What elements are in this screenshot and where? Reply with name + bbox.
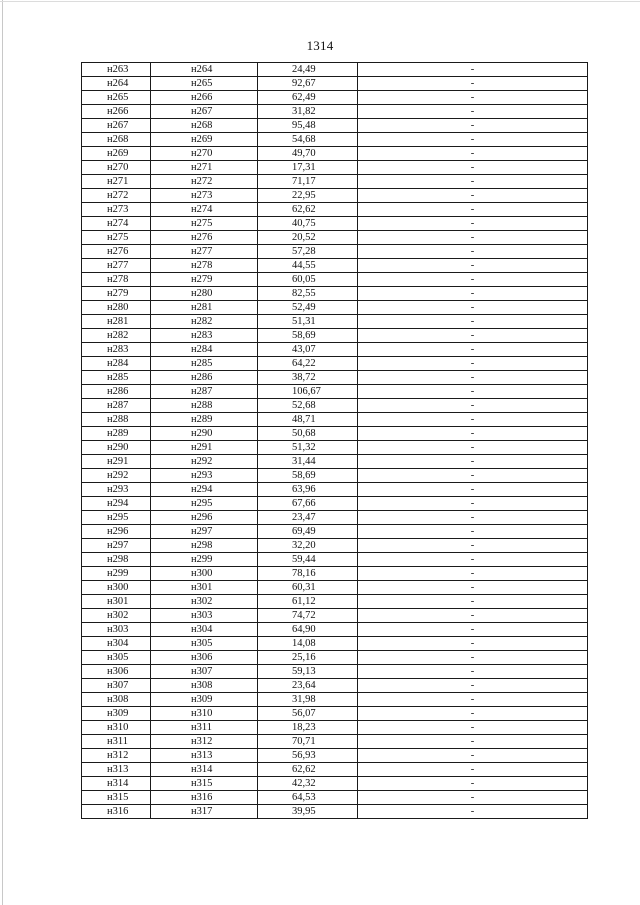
note-cell: - — [358, 483, 588, 497]
point-to-cell: н265 — [151, 77, 258, 91]
note-cell: - — [358, 427, 588, 441]
distance-cell: 18,23 — [258, 721, 358, 735]
note-cell: - — [358, 203, 588, 217]
note-cell: - — [358, 343, 588, 357]
point-from-cell: н293 — [82, 483, 151, 497]
note-cell: - — [358, 735, 588, 749]
point-to-cell: н269 — [151, 133, 258, 147]
distance-cell: 54,68 — [258, 133, 358, 147]
point-to-cell: н304 — [151, 623, 258, 637]
point-from-cell: н285 — [82, 371, 151, 385]
note-cell: - — [358, 595, 588, 609]
point-from-cell: н316 — [82, 805, 151, 819]
table-row — [82, 441, 588, 455]
point-from-cell: н268 — [82, 133, 151, 147]
note-cell: - — [358, 385, 588, 399]
note-cell: - — [358, 665, 588, 679]
distance-cell: 52,68 — [258, 399, 358, 413]
point-to-cell: н302 — [151, 595, 258, 609]
table-row — [82, 805, 588, 819]
distance-cell: 38,72 — [258, 371, 358, 385]
point-to-cell: н310 — [151, 707, 258, 721]
note-cell: - — [358, 231, 588, 245]
point-from-cell: н292 — [82, 469, 151, 483]
distance-cell: 60,31 — [258, 581, 358, 595]
point-to-cell: н292 — [151, 455, 258, 469]
table-row — [82, 679, 588, 693]
distance-cell: 70,71 — [258, 735, 358, 749]
point-to-cell: н272 — [151, 175, 258, 189]
table-row — [82, 609, 588, 623]
point-from-cell: н283 — [82, 343, 151, 357]
note-cell: - — [358, 749, 588, 763]
distance-cell: 52,49 — [258, 301, 358, 315]
point-from-cell: н296 — [82, 525, 151, 539]
table-row — [82, 483, 588, 497]
point-to-cell: н284 — [151, 343, 258, 357]
note-cell: - — [358, 329, 588, 343]
note-cell: - — [358, 147, 588, 161]
point-from-cell: н288 — [82, 413, 151, 427]
table-row — [82, 581, 588, 595]
table-row — [82, 161, 588, 175]
point-to-cell: н285 — [151, 357, 258, 371]
point-from-cell: н311 — [82, 735, 151, 749]
point-to-cell: н286 — [151, 371, 258, 385]
point-from-cell: н308 — [82, 693, 151, 707]
table-row — [82, 455, 588, 469]
point-from-cell: н281 — [82, 315, 151, 329]
point-from-cell: н284 — [82, 357, 151, 371]
point-from-cell: н271 — [82, 175, 151, 189]
point-to-cell: н312 — [151, 735, 258, 749]
table-row — [82, 595, 588, 609]
distance-cell: 106,67 — [258, 385, 358, 399]
data-table — [81, 62, 588, 819]
note-cell: - — [358, 539, 588, 553]
scan-edge-top — [0, 1, 640, 2]
note-cell: - — [358, 441, 588, 455]
distance-cell: 31,44 — [258, 455, 358, 469]
distance-cell: 95,48 — [258, 119, 358, 133]
distance-cell: 51,31 — [258, 315, 358, 329]
note-cell: - — [358, 133, 588, 147]
note-cell: - — [358, 63, 588, 77]
table-row — [82, 273, 588, 287]
point-to-cell: н278 — [151, 259, 258, 273]
distance-cell: 64,53 — [258, 791, 358, 805]
distance-cell: 50,68 — [258, 427, 358, 441]
distance-cell: 82,55 — [258, 287, 358, 301]
point-from-cell: н290 — [82, 441, 151, 455]
table-row — [82, 749, 588, 763]
table-row — [82, 791, 588, 805]
distance-cell: 64,90 — [258, 623, 358, 637]
distance-cell: 20,52 — [258, 231, 358, 245]
point-from-cell: н279 — [82, 287, 151, 301]
note-cell: - — [358, 371, 588, 385]
distance-cell: 78,16 — [258, 567, 358, 581]
point-from-cell: н294 — [82, 497, 151, 511]
distance-cell: 63,96 — [258, 483, 358, 497]
note-cell: - — [358, 273, 588, 287]
distance-cell: 58,69 — [258, 329, 358, 343]
point-to-cell: н295 — [151, 497, 258, 511]
distance-cell: 43,07 — [258, 343, 358, 357]
note-cell: - — [358, 581, 588, 595]
table-row — [82, 287, 588, 301]
point-to-cell: н283 — [151, 329, 258, 343]
point-to-cell: н315 — [151, 777, 258, 791]
point-to-cell: н264 — [151, 63, 258, 77]
point-to-cell: н290 — [151, 427, 258, 441]
note-cell: - — [358, 525, 588, 539]
table-row — [82, 133, 588, 147]
distance-cell: 57,28 — [258, 245, 358, 259]
point-to-cell: н299 — [151, 553, 258, 567]
distance-cell: 58,69 — [258, 469, 358, 483]
note-cell: - — [358, 469, 588, 483]
table-row — [82, 203, 588, 217]
point-from-cell: н305 — [82, 651, 151, 665]
table-row — [82, 427, 588, 441]
point-from-cell: н287 — [82, 399, 151, 413]
table-row — [82, 553, 588, 567]
point-from-cell: н265 — [82, 91, 151, 105]
distance-cell: 59,44 — [258, 553, 358, 567]
point-to-cell: н271 — [151, 161, 258, 175]
distance-cell: 67,66 — [258, 497, 358, 511]
table-row — [82, 763, 588, 777]
distance-cell: 14,08 — [258, 637, 358, 651]
table-body — [82, 63, 588, 819]
table-row — [82, 399, 588, 413]
point-from-cell: н304 — [82, 637, 151, 651]
point-from-cell: н312 — [82, 749, 151, 763]
point-to-cell: н287 — [151, 385, 258, 399]
point-from-cell: н272 — [82, 189, 151, 203]
point-from-cell: н315 — [82, 791, 151, 805]
table-row — [82, 721, 588, 735]
table-row — [82, 259, 588, 273]
point-from-cell: н278 — [82, 273, 151, 287]
point-from-cell: н309 — [82, 707, 151, 721]
note-cell: - — [358, 777, 588, 791]
point-to-cell: н281 — [151, 301, 258, 315]
point-to-cell: н296 — [151, 511, 258, 525]
note-cell: - — [358, 679, 588, 693]
point-to-cell: н305 — [151, 637, 258, 651]
distance-cell: 74,72 — [258, 609, 358, 623]
note-cell: - — [358, 301, 588, 315]
distance-cell: 49,70 — [258, 147, 358, 161]
note-cell: - — [358, 175, 588, 189]
table-row — [82, 539, 588, 553]
note-cell: - — [358, 567, 588, 581]
table-row — [82, 385, 588, 399]
table-row — [82, 315, 588, 329]
point-to-cell: н298 — [151, 539, 258, 553]
table-row — [82, 343, 588, 357]
point-from-cell: н299 — [82, 567, 151, 581]
point-from-cell: н274 — [82, 217, 151, 231]
distance-cell: 62,49 — [258, 91, 358, 105]
point-to-cell: н308 — [151, 679, 258, 693]
table-row — [82, 511, 588, 525]
distance-cell: 40,75 — [258, 217, 358, 231]
point-from-cell: н297 — [82, 539, 151, 553]
point-from-cell: н301 — [82, 595, 151, 609]
point-from-cell: н303 — [82, 623, 151, 637]
point-from-cell: н280 — [82, 301, 151, 315]
point-to-cell: н279 — [151, 273, 258, 287]
point-to-cell: н314 — [151, 763, 258, 777]
table-row — [82, 329, 588, 343]
table-row — [82, 693, 588, 707]
table-row — [82, 567, 588, 581]
note-cell: - — [358, 259, 588, 273]
table-row — [82, 707, 588, 721]
table-row — [82, 189, 588, 203]
note-cell: - — [358, 399, 588, 413]
table-row — [82, 637, 588, 651]
table-row — [82, 735, 588, 749]
table-row — [82, 245, 588, 259]
page-number: 1314 — [306, 38, 334, 53]
table-row — [82, 497, 588, 511]
point-to-cell: н282 — [151, 315, 258, 329]
table-row — [82, 63, 588, 77]
table-row — [82, 651, 588, 665]
distance-cell: 64,22 — [258, 357, 358, 371]
distance-cell: 32,20 — [258, 539, 358, 553]
table-row — [82, 217, 588, 231]
table-row — [82, 231, 588, 245]
point-from-cell: н314 — [82, 777, 151, 791]
table-row — [82, 119, 588, 133]
note-cell: - — [358, 189, 588, 203]
distance-cell: 56,07 — [258, 707, 358, 721]
distance-cell: 48,71 — [258, 413, 358, 427]
note-cell: - — [358, 805, 588, 819]
point-to-cell: н280 — [151, 287, 258, 301]
table-row — [82, 147, 588, 161]
point-to-cell: н274 — [151, 203, 258, 217]
note-cell: - — [358, 553, 588, 567]
point-from-cell: н291 — [82, 455, 151, 469]
point-to-cell: н300 — [151, 567, 258, 581]
point-from-cell: н313 — [82, 763, 151, 777]
note-cell: - — [358, 217, 588, 231]
point-to-cell: н268 — [151, 119, 258, 133]
note-cell: - — [358, 609, 588, 623]
point-from-cell: н266 — [82, 105, 151, 119]
distance-cell: 22,95 — [258, 189, 358, 203]
note-cell: - — [358, 315, 588, 329]
note-cell: - — [358, 91, 588, 105]
distance-cell: 62,62 — [258, 763, 358, 777]
point-to-cell: н301 — [151, 581, 258, 595]
point-to-cell: н306 — [151, 651, 258, 665]
table-row — [82, 665, 588, 679]
distance-cell: 61,12 — [258, 595, 358, 609]
note-cell: - — [358, 791, 588, 805]
point-to-cell: н313 — [151, 749, 258, 763]
table-row — [82, 105, 588, 119]
point-from-cell: н286 — [82, 385, 151, 399]
note-cell: - — [358, 721, 588, 735]
note-cell: - — [358, 497, 588, 511]
point-to-cell: н316 — [151, 791, 258, 805]
note-cell: - — [358, 763, 588, 777]
point-to-cell: н311 — [151, 721, 258, 735]
point-from-cell: н263 — [82, 63, 151, 77]
note-cell: - — [358, 357, 588, 371]
point-from-cell: н289 — [82, 427, 151, 441]
distance-cell: 31,82 — [258, 105, 358, 119]
point-from-cell: н302 — [82, 609, 151, 623]
point-from-cell: н295 — [82, 511, 151, 525]
point-from-cell: н306 — [82, 665, 151, 679]
table-row — [82, 175, 588, 189]
point-to-cell: н294 — [151, 483, 258, 497]
table-row — [82, 77, 588, 91]
note-cell: - — [358, 105, 588, 119]
table-row — [82, 623, 588, 637]
point-from-cell: н277 — [82, 259, 151, 273]
point-from-cell: н298 — [82, 553, 151, 567]
point-to-cell: н291 — [151, 441, 258, 455]
point-from-cell: н276 — [82, 245, 151, 259]
distance-cell: 23,47 — [258, 511, 358, 525]
table-row — [82, 357, 588, 371]
point-from-cell: н310 — [82, 721, 151, 735]
note-cell: - — [358, 161, 588, 175]
distance-cell: 62,62 — [258, 203, 358, 217]
note-cell: - — [358, 413, 588, 427]
note-cell: - — [358, 511, 588, 525]
point-to-cell: н303 — [151, 609, 258, 623]
note-cell: - — [358, 623, 588, 637]
point-to-cell: н293 — [151, 469, 258, 483]
table-row — [82, 301, 588, 315]
table-row — [82, 469, 588, 483]
point-from-cell: н275 — [82, 231, 151, 245]
note-cell: - — [358, 455, 588, 469]
note-cell: - — [358, 693, 588, 707]
point-to-cell: н297 — [151, 525, 258, 539]
table-row — [82, 525, 588, 539]
distance-cell: 92,67 — [258, 77, 358, 91]
note-cell: - — [358, 287, 588, 301]
point-to-cell: н289 — [151, 413, 258, 427]
distance-cell: 71,17 — [258, 175, 358, 189]
distance-cell: 31,98 — [258, 693, 358, 707]
point-to-cell: н307 — [151, 665, 258, 679]
note-cell: - — [358, 77, 588, 91]
point-from-cell: н273 — [82, 203, 151, 217]
distance-cell: 59,13 — [258, 665, 358, 679]
point-to-cell: н270 — [151, 147, 258, 161]
point-from-cell: н270 — [82, 161, 151, 175]
note-cell: - — [358, 119, 588, 133]
point-from-cell: н307 — [82, 679, 151, 693]
point-to-cell: н277 — [151, 245, 258, 259]
table-row — [82, 777, 588, 791]
table-row — [82, 91, 588, 105]
table-row — [82, 371, 588, 385]
point-to-cell: н309 — [151, 693, 258, 707]
distance-cell: 56,93 — [258, 749, 358, 763]
point-to-cell: н317 — [151, 805, 258, 819]
distance-cell: 24,49 — [258, 63, 358, 77]
point-from-cell: н282 — [82, 329, 151, 343]
point-from-cell: н269 — [82, 147, 151, 161]
note-cell: - — [358, 651, 588, 665]
distance-cell: 44,55 — [258, 259, 358, 273]
point-to-cell: н267 — [151, 105, 258, 119]
point-from-cell: н267 — [82, 119, 151, 133]
distance-cell: 51,32 — [258, 441, 358, 455]
distance-cell: 17,31 — [258, 161, 358, 175]
distance-cell: 42,32 — [258, 777, 358, 791]
distance-cell: 69,49 — [258, 525, 358, 539]
distance-cell: 23,64 — [258, 679, 358, 693]
note-cell: - — [358, 637, 588, 651]
note-cell: - — [358, 245, 588, 259]
point-from-cell: н300 — [82, 581, 151, 595]
distance-cell: 60,05 — [258, 273, 358, 287]
point-to-cell: н273 — [151, 189, 258, 203]
point-to-cell: н288 — [151, 399, 258, 413]
point-to-cell: н276 — [151, 231, 258, 245]
distance-cell: 25,16 — [258, 651, 358, 665]
point-to-cell: н266 — [151, 91, 258, 105]
point-from-cell: н264 — [82, 77, 151, 91]
distance-cell: 39,95 — [258, 805, 358, 819]
table-row — [82, 413, 588, 427]
scan-edge-left — [2, 0, 3, 905]
note-cell: - — [358, 707, 588, 721]
point-to-cell: н275 — [151, 217, 258, 231]
